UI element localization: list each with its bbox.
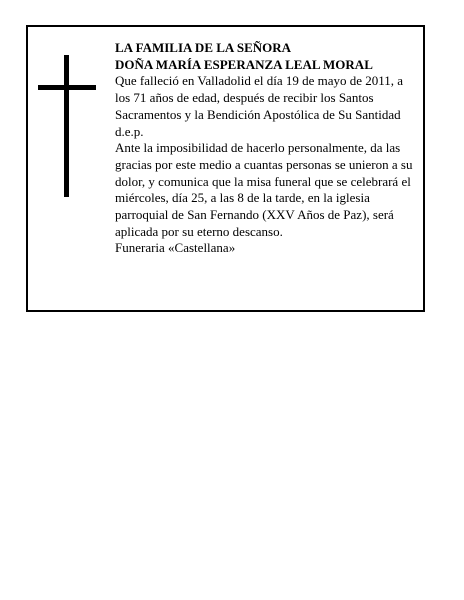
cross-icon [38,55,98,197]
notice-text [115,40,421,257]
family-heading: LA FAMILIA DE LA SEÑORA [115,40,292,55]
cross-horizontal-bar [38,85,96,90]
thanks-and-funeral-mass: Ante la imposibilidad de hacerlo personalmente, da las gracias por este medio a cuantas personas se unieron a su dolor, y comunica que la misa funeral que se celebrará el miércoles, día 25, a las 8 de la tarde, en la iglesia parroquial de San Fernando (XXV Años de Paz), será aplicada por su eterno descanso. [115,140,413,239]
deceased-name: DOÑA MARÍA ESPERANZA LEAL MORAL [115,56,373,72]
cross-vertical-bar [64,55,69,197]
obituary-notice [26,25,425,312]
funeral-home: Funeraria «Castellana» [115,240,236,256]
death-announcement: Que falleció en Valladolid el día 19 de mayo de 2011, a los 71 años de edad, después de recibir los Santos Sacramentos y la Bendición Apostólica de Su Santidad d.e.p. [115,73,404,139]
